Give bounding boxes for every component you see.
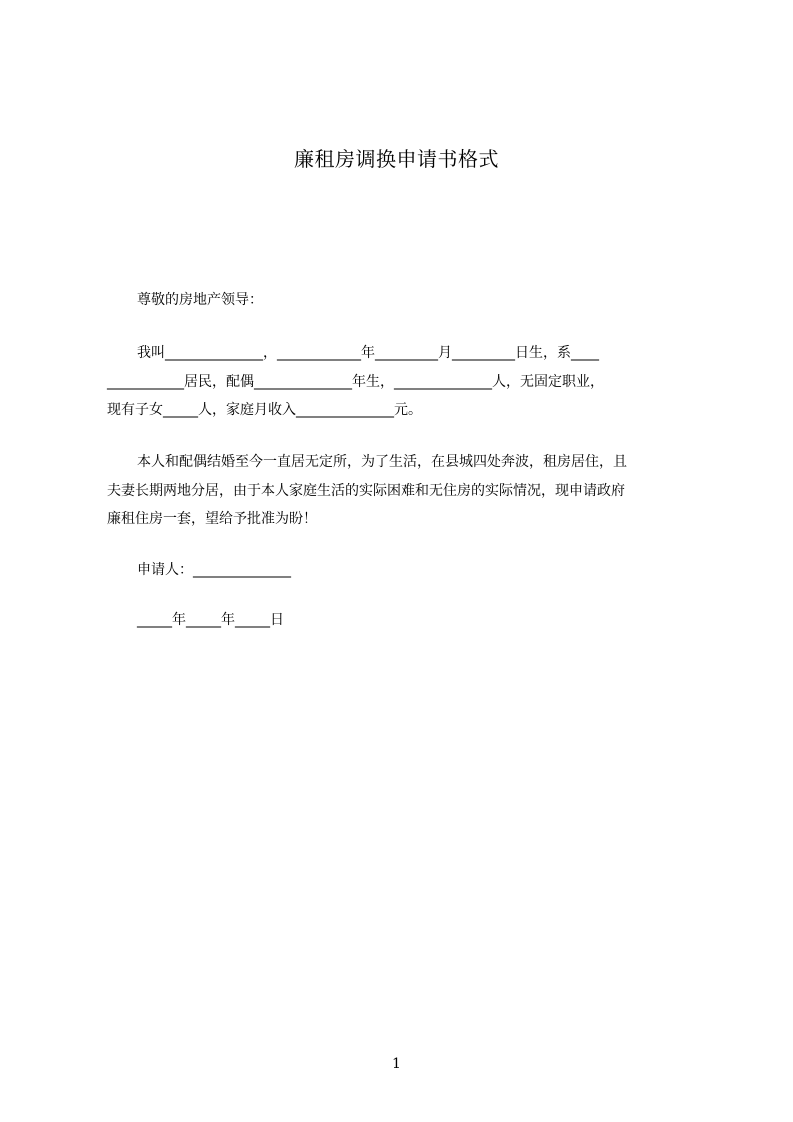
document-title: 廉租房调换申请书格式 <box>294 147 499 171</box>
paragraph1-line1: 我叫______________，____________年_________月_________日生，系____ <box>137 345 599 361</box>
paragraph2-line2: 夫妻长期两地分居，由于本人家庭生活的实际困难和无住房的实际情况，现申请政府 <box>107 483 625 499</box>
paragraph2-line1: 本人和配偶结婚至今一直居无定所，为了生活，在县城四处奔波，租房居住，且 <box>137 454 627 470</box>
paragraph2-line3: 廉租住房一套，望给予批准为盼！ <box>107 511 317 527</box>
page-number: 1 <box>392 1056 401 1072</box>
date-line: _____年_____年_____日 <box>137 612 284 628</box>
salutation: 尊敬的房地产领导： <box>137 292 263 308</box>
paragraph1-line3: 现有子女_____人，家庭月收入______________元。 <box>107 402 422 418</box>
applicant-signature: 申请人：______________ <box>137 562 291 578</box>
paragraph1-line2: ___________居民，配偶______________年生，______________人，无固定职业， <box>107 374 604 390</box>
